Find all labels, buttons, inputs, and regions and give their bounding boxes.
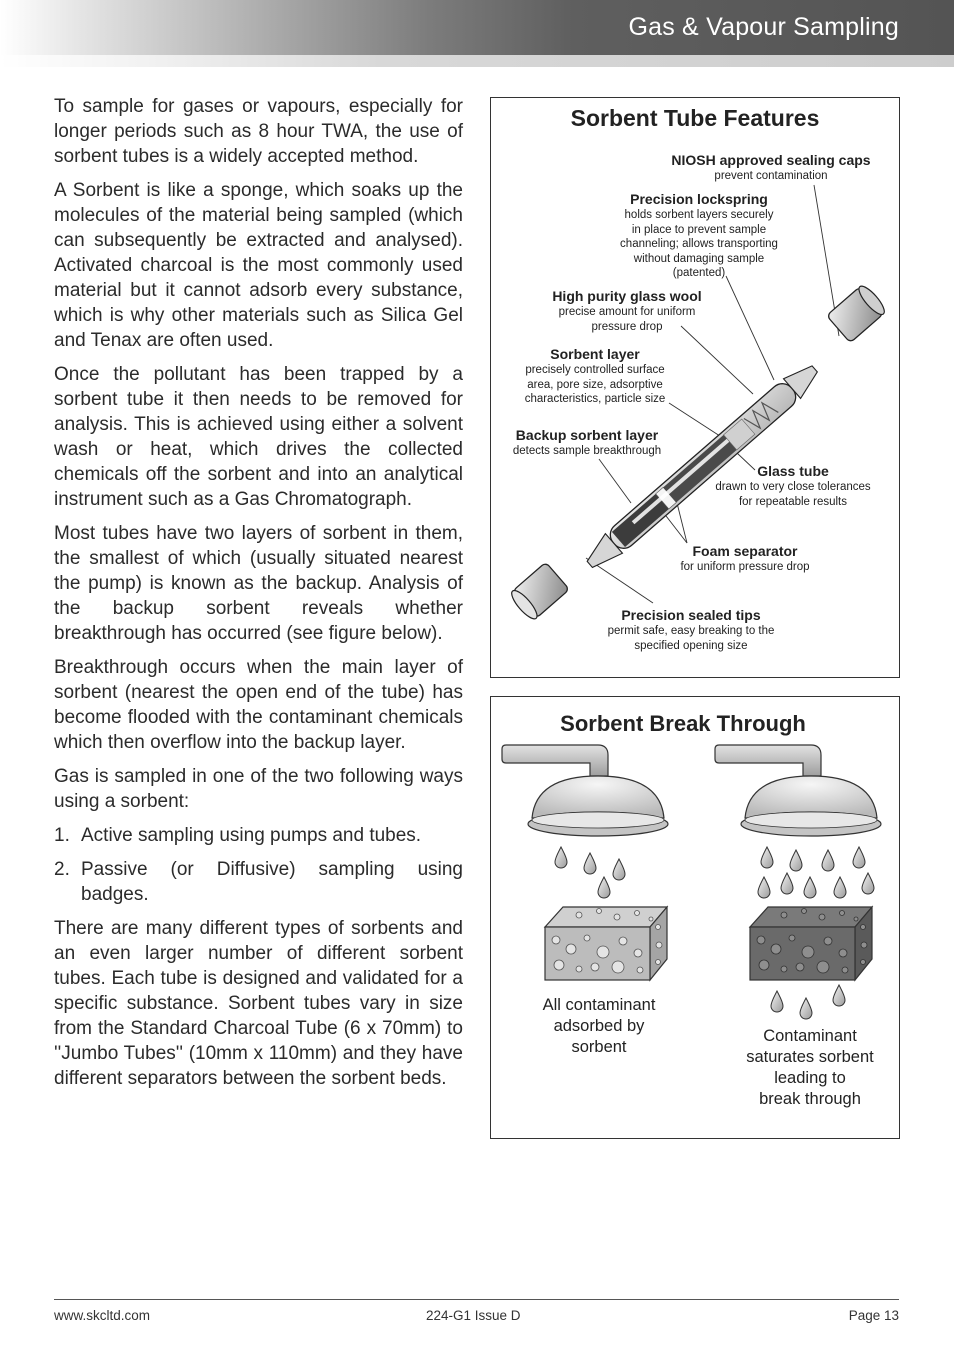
paragraph-7: There are many different types of sorbents and an even larger number of different sorbent tubes. Each tube is designed and validated for a specific substance. Sorbent tubes vary in size from the Standard Charcoal Tube (6 x 70mm) to ''Jumbo Tubes'' (10mm x 110mm) and they have different separators between the sorbent beds. [54, 918, 463, 1089]
annotation-desc: prevent contamination [714, 170, 828, 182]
caption-line: Contaminant [763, 1027, 857, 1045]
caption-line: leading to [774, 1069, 846, 1087]
annotation-desc: for uniform pressure drop [680, 561, 810, 573]
paragraph-3: Once the pollutant has been trapped by a sorbent tube it then needs to be removed for analysis. This is achieved using either a solvent wash or heat, which drives the collected chemicals off the sorbent and into an analytical instrument such as a Gas Chromatograph. [54, 364, 463, 510]
sorbent-breakthrough-panel [490, 696, 900, 1139]
annotation-title: Foam separator [692, 543, 798, 559]
annotation-title: NIOSH approved sealing caps [671, 152, 871, 168]
list-text: Active sampling using pumps and tubes. [81, 825, 422, 846]
page-title: Gas & Vapour Sampling [628, 13, 899, 41]
annotation-sealed-tips [581, 607, 801, 653]
sampling-methods-list [54, 823, 463, 907]
header-bar [0, 0, 954, 55]
annotation-desc: detects sample breakthrough [512, 445, 662, 457]
annotation-desc: area, pore size, adsorptive [527, 378, 663, 391]
list-item [54, 823, 463, 848]
annotation-title: Glass tube [757, 463, 829, 479]
annotation-desc: permit safe, easy breaking to the [607, 625, 775, 637]
annotation-title: Sorbent layer [550, 346, 640, 362]
paragraph-6: Gas is sampled in one of the two following ways using a sorbent: [54, 766, 463, 812]
annotation-desc: drawn to very close tolerances [715, 481, 871, 493]
list-number: 2. [54, 859, 70, 880]
caption-line: break through [759, 1090, 861, 1108]
annotation-title: Precision lockspring [630, 191, 768, 207]
annotation-glass-tube [703, 463, 883, 509]
body-text-column [54, 94, 463, 1100]
list-text: Passive (or Diffusive) sampling using badges. [81, 859, 463, 905]
right-sponge [750, 907, 872, 980]
annotation-desc: (patented) [672, 267, 726, 279]
list-item [54, 857, 463, 907]
annotation-niosh-caps [651, 152, 891, 184]
footer-divider [54, 1299, 899, 1300]
caption-line: saturates sorbent [746, 1048, 874, 1066]
right-caption [720, 1026, 900, 1110]
annotation-desc: channeling; allows transporting [620, 238, 778, 250]
left-showerhead [502, 745, 668, 836]
annotation-desc: for repeatable results [738, 495, 848, 508]
left-sponge [545, 907, 667, 980]
annotation-desc: characteristics, particle size [524, 393, 666, 405]
paragraph-2: A Sorbent is like a sponge, which soaks up the molecules of the material being sampled (which can subsequently be extracted and analysed). Activated charcoal is the most commonly used material but it cannot adsorb every substance, which is why other materials such as Silica Gel and Tenax are often used. [54, 180, 463, 351]
paragraph-1: To sample for gases or vapours, especially for longer periods such as 8 hour TWA, the use of sorbent tubes is a widely accepted method. [54, 96, 463, 167]
annotation-desc: without damaging sample [633, 252, 765, 265]
features-title: Sorbent Tube Features [570, 105, 820, 131]
annotation-sorbent-layer [505, 346, 685, 407]
left-drops [555, 847, 625, 898]
annotation-desc: pressure drop [591, 320, 663, 333]
annotation-desc: in place to prevent sample [631, 223, 767, 236]
annotation-desc: precisely controlled surface [525, 364, 665, 376]
caption-line: adsorbed by [553, 1017, 645, 1035]
right-showerhead [715, 745, 881, 836]
annotation-backup-layer [497, 427, 677, 459]
annotation-lockspring [599, 191, 799, 281]
footer-page-number: Page 13 [848, 1308, 899, 1323]
paragraph-4: Most tubes have two layers of sorbent in them, the smallest of which (usually situated nearest the pump) is known as the backup. Analysis of the backup sorbent reveals whether breakthrough has occurred (see figure below). [54, 523, 463, 644]
list-number: 1. [54, 825, 70, 846]
annotation-title: High purity glass wool [552, 288, 702, 304]
footer-issue: 224-G1 Issue D [426, 1308, 521, 1323]
annotation-desc: specified opening size [634, 639, 748, 652]
sorbent-tube-features-panel [490, 97, 900, 678]
header-strip [0, 55, 954, 67]
breakthrough-title: Sorbent Break Through [560, 711, 806, 736]
annotation-desc: holds sorbent layers securely [624, 209, 774, 221]
annotation-desc: precise amount for uniform [558, 306, 696, 318]
footer-website: www.skcltd.com [54, 1308, 151, 1323]
annotation-foam-separator [655, 543, 835, 575]
caption-line: sorbent [571, 1038, 627, 1056]
annotation-title: Precision sealed tips [621, 607, 761, 623]
paragraph-5: Breakthrough occurs when the main layer of sorbent (nearest the open end of the tube) has become flooded with the contaminant chemicals which then overflow into the backup layer. [54, 657, 463, 753]
annotation-glass-wool [527, 288, 727, 334]
annotation-title: Backup sorbent layer [515, 427, 659, 443]
caption-line: All contaminant [542, 996, 656, 1014]
left-caption [519, 995, 679, 1058]
